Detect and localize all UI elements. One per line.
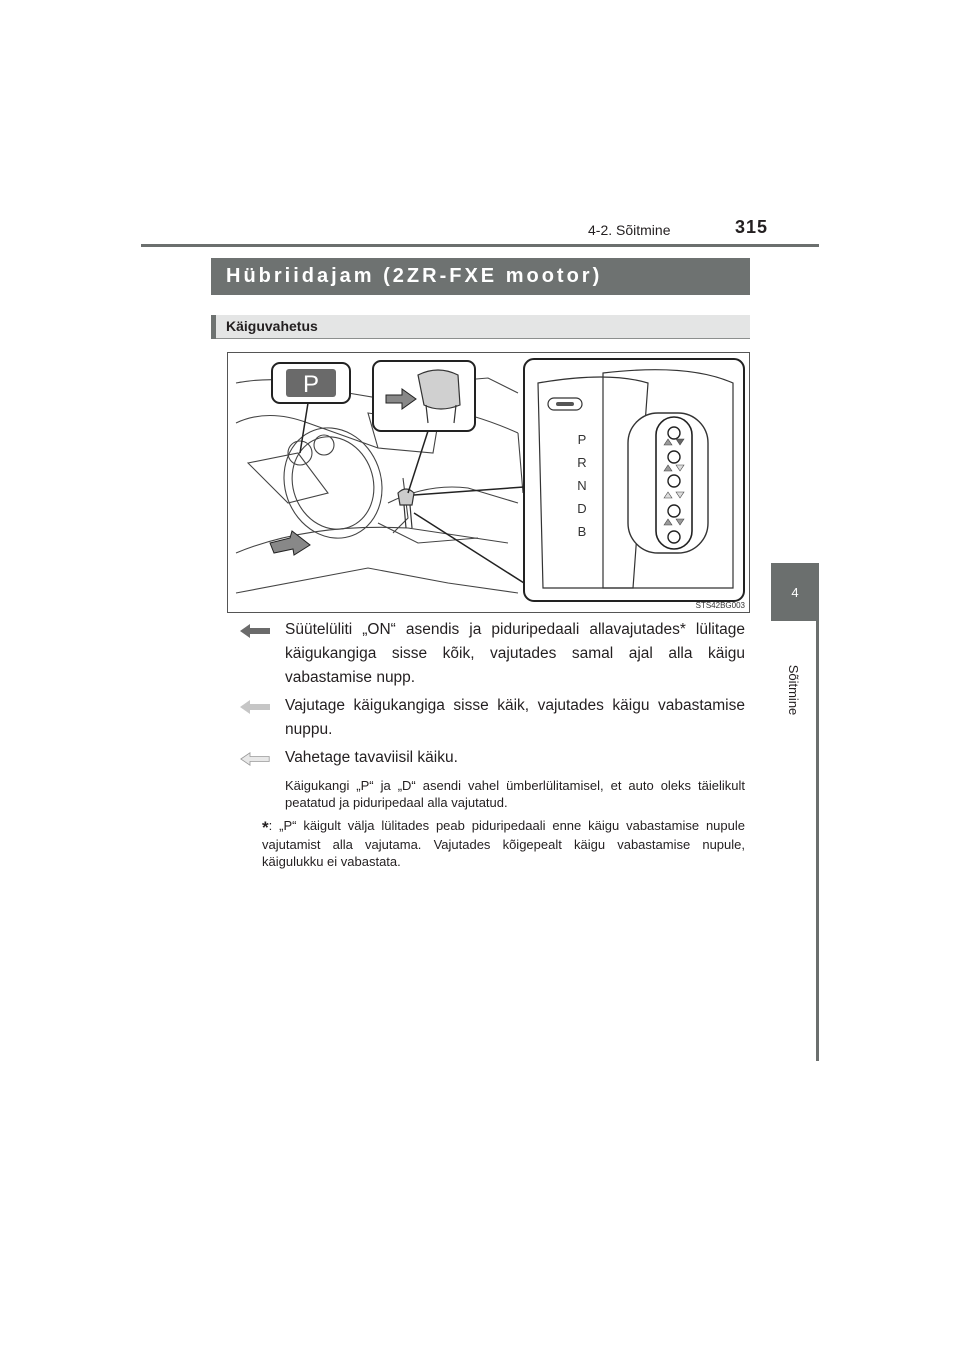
gear-shift-figure [227, 352, 750, 613]
header-rule [141, 244, 819, 247]
gear-position-r: R [577, 455, 587, 470]
subsection-title: Käiguvahetus [226, 318, 318, 334]
arrow-dark-icon [240, 624, 270, 638]
gear-position-p: P [577, 432, 587, 447]
section-title: Hübriidajam (2ZR-FXE mootor) [211, 258, 750, 295]
step-2 [240, 694, 745, 742]
page-number: 315 [735, 217, 769, 237]
running-header-section: 4-2. Sõitmine [588, 222, 671, 238]
footnote-text: : „P“ käigult välja lülitades peab piduripedaali enne käigu vabastamise nupule vajutamist alla vajutama. Vajutades kõigepealt käigu vabastamise nupule, käigulukku ei vabastata. [262, 818, 745, 869]
chapter-label: Sõitmine [786, 664, 802, 716]
chapter-tab [771, 563, 819, 621]
figure-code: STS42BG003 [695, 601, 745, 610]
gear-position-n: N [577, 478, 587, 493]
step-2-text: Vajutage käigukangiga sisse käik, vajutades käigu vabastamise nuppu. [285, 697, 745, 738]
arrow-light-icon [240, 700, 270, 714]
step-3-text: Vahetage tavaviisil käiku. [285, 749, 458, 766]
footnote [262, 817, 745, 870]
cockpit-illustration [228, 353, 749, 612]
indicator-label: P [302, 371, 320, 398]
subsection-accent [211, 315, 216, 339]
step-3 [240, 746, 745, 770]
step-1 [240, 618, 745, 690]
step-1-text: Süütelüliti „ON“ asendis ja piduripedaali allavajutades* lülitage käigukangiga sisse kõik, vajutades samal ajal alla käigu vabastamise nupp. [285, 621, 745, 686]
gear-position-d: D [577, 501, 587, 516]
arrow-outline-icon [240, 752, 270, 766]
chapter-number: 4 [791, 584, 799, 600]
note-text: Käigukangi „P“ ja „D“ asendi vahel ümberlülitamisel, et auto oleks täielikult peatatud ja piduripedaal alla vajutatud. [285, 778, 745, 810]
footnote-marker: * [262, 818, 269, 837]
subsection-bar [211, 315, 750, 339]
gear-position-b: B [577, 524, 587, 539]
